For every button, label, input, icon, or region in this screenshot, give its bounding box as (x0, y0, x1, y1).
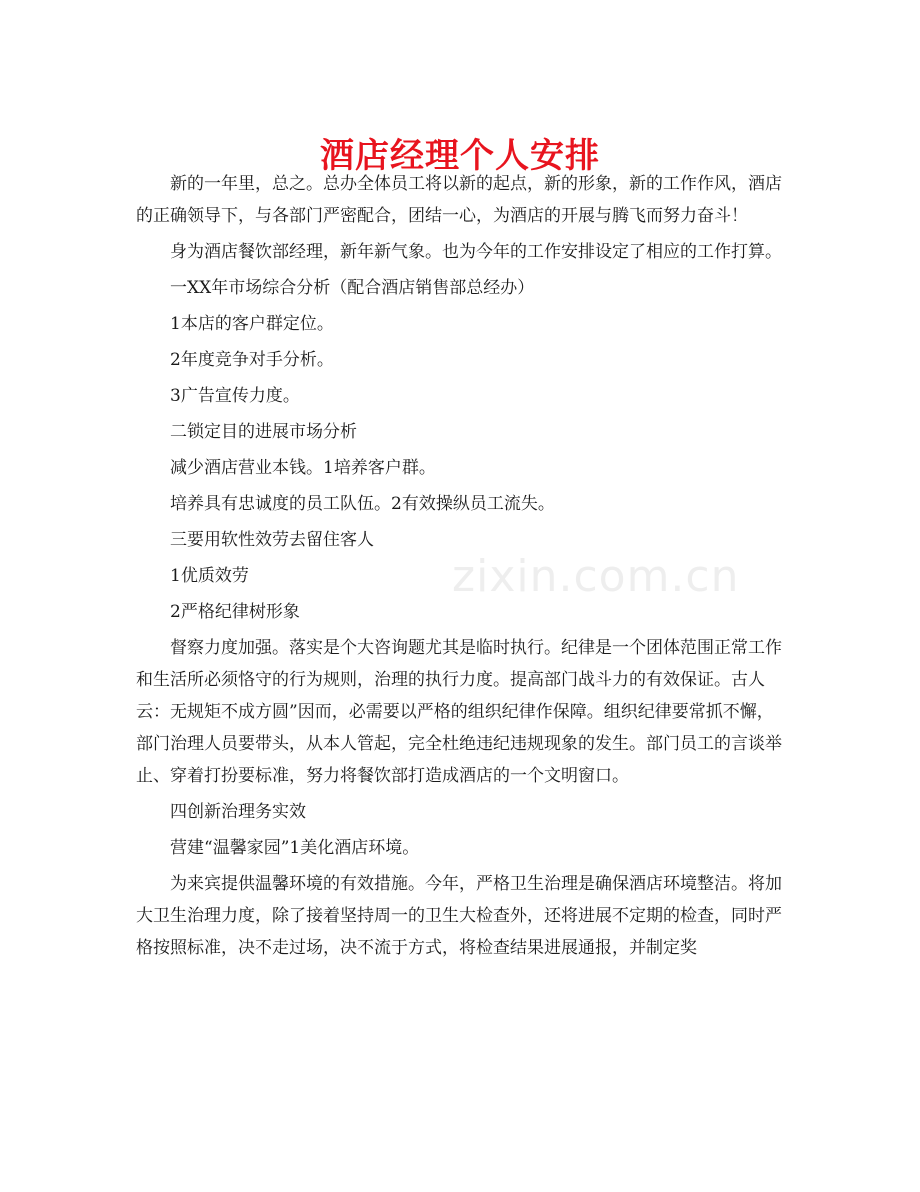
paragraph: 1优质效劳 (170, 566, 249, 586)
paragraph: 为来宾提供温馨环境的有效措施。今年，严格卫生治理是确保酒店环境整洁。将加大卫生治理力度，除了接着坚持周一的卫生大检查外，还将进展不定期的检查，同时严格按照标准，决不走过场，决不流于方式，将检查结果进展通报，并制定奖 (136, 874, 782, 958)
paragraph: 新的一年里，总之。总办全体员工将以新的起点，新的形象，新的工作作风，酒店的正确领导下，与各部门严密配合，团结一心，为酒店的开展与腾飞而努力奋斗！ (136, 174, 782, 226)
paragraph: 一XX年市场综合分析（配合酒店销售部总经办） (170, 278, 535, 298)
paragraph: 3广告宣传力度。 (170, 386, 300, 406)
document-title: 酒店经理个人安排 (320, 136, 600, 176)
paragraph: 1本店的客户群定位。 (170, 314, 334, 334)
paragraph: 2年度竞争对手分析。 (170, 350, 334, 370)
paragraph: 二锁定目的进展市场分析 (170, 422, 357, 442)
paragraph: 四创新治理务实效 (170, 802, 306, 822)
paragraph: 营建“温馨家园”1美化酒店环境。 (170, 838, 420, 858)
paragraph: 身为酒店餐饮部经理，新年新气象。也为今年的工作安排设定了相应的工作打算。 (170, 242, 782, 262)
watermark: zixin.com.cn (452, 551, 740, 602)
paragraph: 三要用软性效劳去留住客人 (170, 530, 374, 550)
paragraph: 减少酒店营业本钱。1培养客户群。 (170, 458, 436, 478)
paragraph: 督察力度加强。落实是个大咨询题尤其是临时执行。纪律是一个团体范围正常工作和生活所必须恪守的行为规则，治理的执行力度。提高部门战斗力的有效保证。古人云：无规矩不成方圆”因而，必需要以严格的组织纪律作保障。组织纪律要常抓不懈，部门治理人员要带头，从本人管起，完全杜绝违纪违规现象的发生。部门员工的言谈举止、穿着打扮要标准，努力将餐饮部打造成酒店的一个文明窗口。 (136, 638, 782, 786)
paragraph: 培养具有忠诚度的员工队伍。2有效操纵员工流失。 (170, 494, 555, 514)
paragraph: 2严格纪律树形象 (170, 602, 300, 622)
